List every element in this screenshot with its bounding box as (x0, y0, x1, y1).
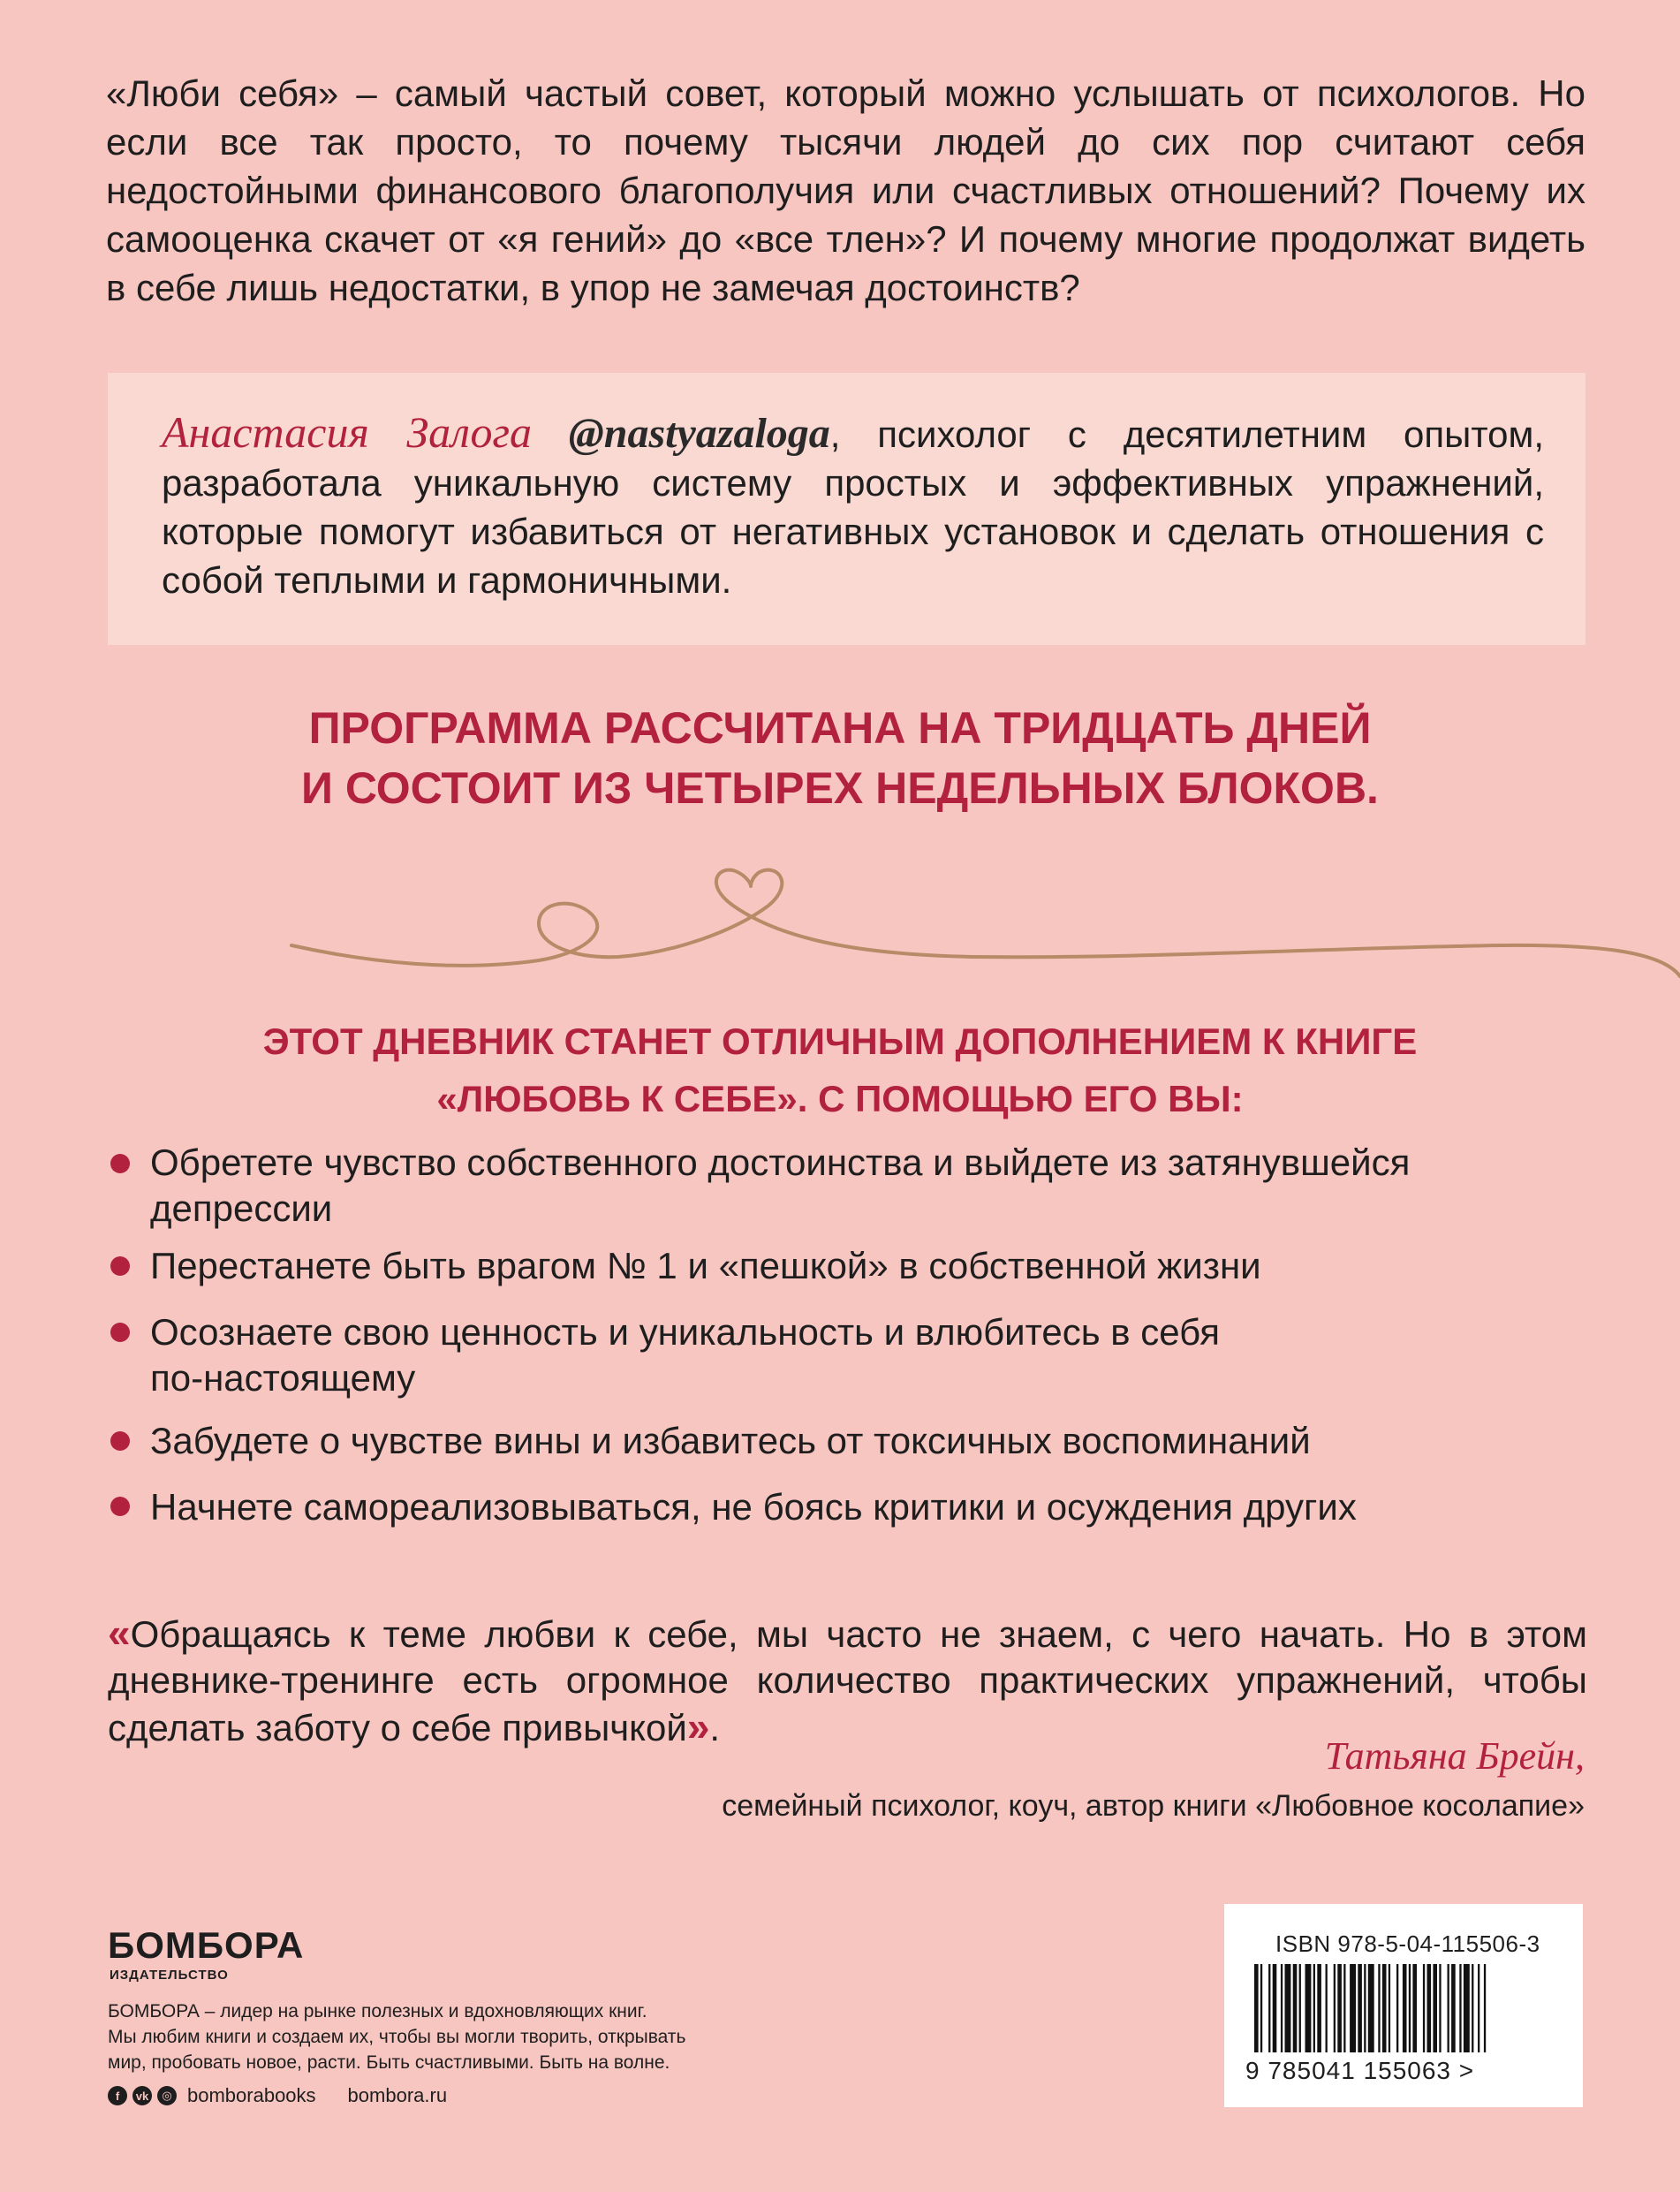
benefit-item-2: Перестанете быть врагом № 1 и «пешкой» в собственной жизни (150, 1245, 1261, 1286)
publisher-site-link[interactable]: bombora.ru (347, 2084, 448, 2106)
diary-heading-line-2: «ЛЮБОВЬ К СЕБЕ». С ПОМОЩЬЮ ЕГО ВЫ: (436, 1078, 1244, 1119)
author-handle[interactable]: @nastyazaloga (568, 410, 830, 457)
bullet-dot (110, 1431, 130, 1451)
instagram-icon[interactable]: ◎ (157, 2086, 177, 2105)
isbn-number: ISBN 978-5-04-115506-3 (1275, 1930, 1540, 1957)
quote-author-role: семейный психолог, коуч, автор книги «Любовное косолапие» (722, 1789, 1585, 1823)
author-description: , психолог с десятилетним опытом, разработала уникальную систему простых и эффективных упражнений, которые помогут избавиться от негативных установок и сделать отношения с собой теплыми и гармоничными. (162, 413, 1545, 601)
facebook-icon[interactable]: f (108, 2086, 127, 2105)
benefit-item-5: Начнете самореализовываться, не боясь критики и осуждения других (150, 1486, 1357, 1528)
bullet-dot (110, 1256, 130, 1276)
vk-icon[interactable]: vk (132, 2086, 152, 2105)
barcode-icon (1254, 1964, 1553, 2052)
author-name: Анастасия Залога (162, 407, 533, 457)
publisher-logo: БОМБОРА (108, 1924, 305, 1966)
program-heading-line-2: И СОСТОИТ ИЗ ЧЕТЫРЕХ НЕДЕЛЬНЫХ БЛОКОВ. (301, 763, 1379, 813)
publisher-subtitle: ИЗДАТЕЛЬСТВО (110, 1968, 229, 1983)
benefit-item-3: Осознаете свою ценность и уникальность и влюбитесь в себя по-настоящему (150, 1311, 1221, 1399)
bullet-dot (110, 1154, 130, 1173)
barcode-digits: 9 785041 155063 > (1245, 2057, 1475, 2084)
quote-close-mark: » (686, 1703, 710, 1749)
social-handle[interactable]: bomborabooks (187, 2084, 316, 2106)
diary-heading-line-1: ЭТОТ ДНЕВНИК СТАНЕТ ОТЛИЧНЫМ ДОПОЛНЕНИЕМ К КНИГЕ (262, 1020, 1418, 1062)
heart-line-decoration (0, 861, 1680, 985)
quote-text: Обращаясь к теме любви к себе, мы часто не знаем, с чего начать. Но в этом дневнике-тренинге есть огромное количество практических упражнений, чтобы сделать заботу о себе привычкой (108, 1613, 1587, 1748)
heart-line-icon (291, 870, 1680, 976)
bullet-dot (110, 1323, 130, 1342)
author-paragraph (162, 408, 1544, 604)
program-heading-line-1: ПРОГРАММА РАССЧИТАНА НА ТРИДЦАТЬ ДНЕЙ (308, 703, 1372, 753)
intro-paragraph: «Люби себя» – самый частый совет, который можно услышать от психологов. Но если все так просто, то почему тысячи людей до сих пор считают себя недостойными финансового благополучия или счастливых отношений? Почему их самооценка скачет от «я гений» до «все тлен»? И почему многие продолжат видеть в себе лишь недостатки, в упор не замечая достоинств? (106, 72, 1585, 308)
quote-author: Татьяна Брейн, (1324, 1734, 1585, 1778)
review-quote: «Обращаясь к теме любви к себе, мы часто не знаем, с чего начать. Но в этом дневнике-тренинге есть огромное количество практических упражнений, чтобы сделать заботу о себе привычкой». (108, 1610, 1587, 1749)
quote-open-mark: « (108, 1610, 131, 1656)
bullet-dot (110, 1497, 130, 1516)
benefit-item-1: Обретете чувство собственного достоинства и выйдете из затянувшейся депрессии (150, 1142, 1411, 1229)
social-links (108, 2082, 447, 2109)
benefit-item-4: Забудете о чувстве вины и избавитесь от токсичных воспоминаний (150, 1420, 1311, 1461)
publisher-description: БОМБОРА – лидер на рынке полезных и вдохновляющих книг. Мы любим книги и создаем их, чтобы вы могли творить, открывать мир, пробовать новое, расти. Быть счастливыми. Быть на волне. (108, 2001, 686, 2073)
